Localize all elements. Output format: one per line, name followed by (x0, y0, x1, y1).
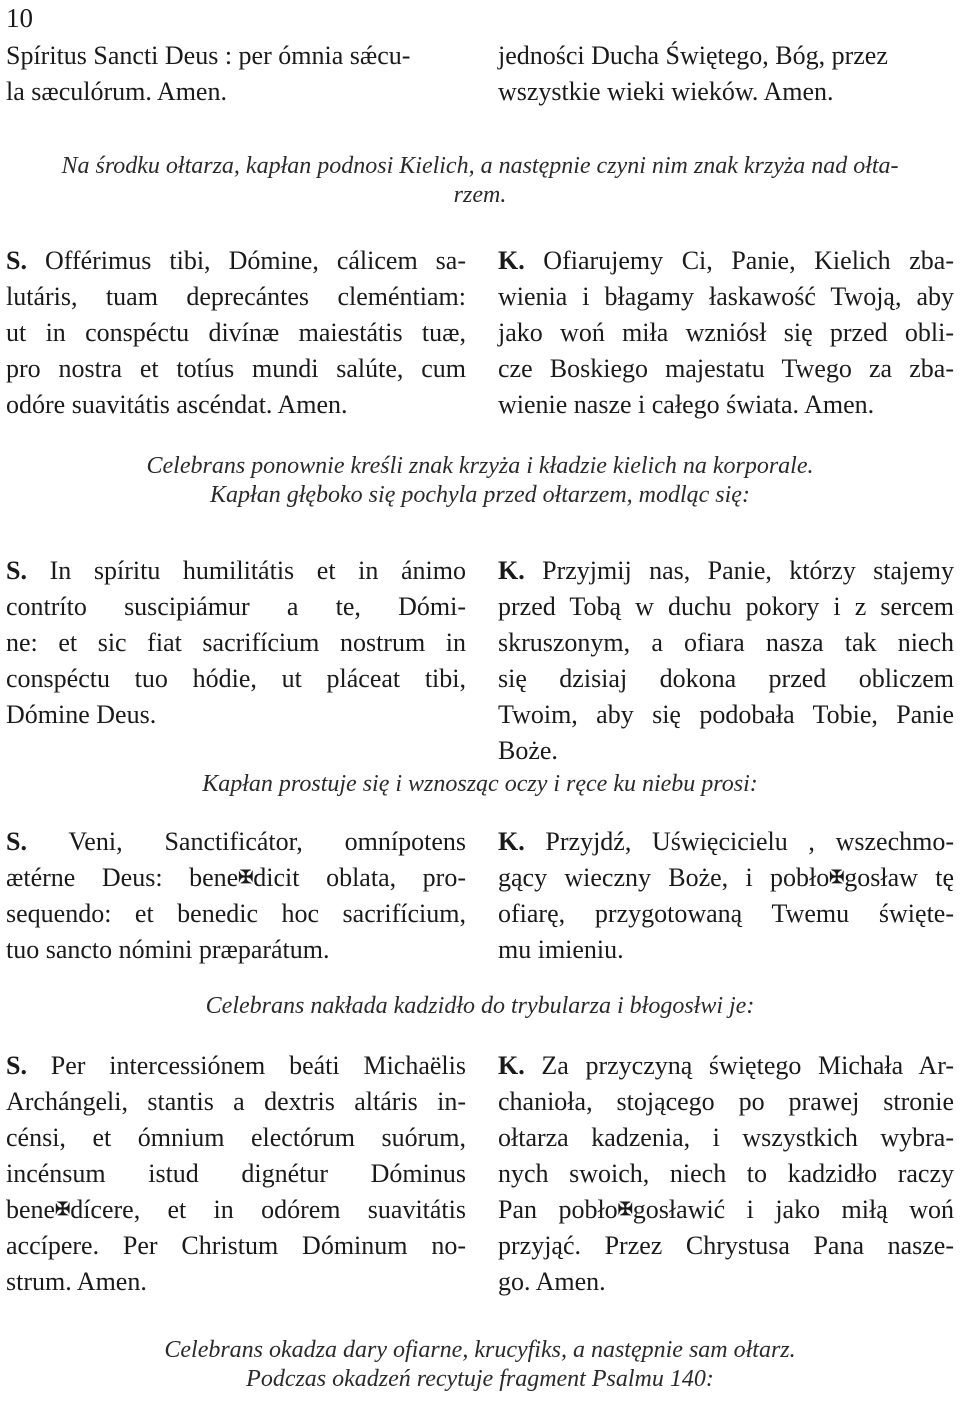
text-line: Dómine Deus. (6, 700, 157, 729)
rubric-raises-eyes (0, 770, 960, 799)
text-line (498, 1048, 954, 1084)
text-line: la sæculórum. Amen. (6, 77, 227, 106)
rubric-chalice (0, 152, 960, 210)
text-line: incénsum istud dignétur Dóminus (6, 1159, 466, 1188)
text-line: przyjąć. Przez Chrystusa Pana nasze- (498, 1231, 954, 1260)
text-line: ut in conspéctu divínæ maiestátis tuæ, (6, 318, 466, 347)
text-run: Pan pobło (498, 1195, 618, 1224)
text-run: dicit oblata, pro- (253, 863, 466, 892)
cross-icon: ✠ (238, 867, 254, 887)
text-line: wienia i błagamy łaskawość Twoją, aby (498, 282, 954, 311)
text-line: chanioła, stojącego po prawej stronie (498, 1087, 954, 1116)
text-line (6, 1192, 466, 1228)
polish-przyjmij (498, 553, 954, 769)
latin-doxology (6, 38, 466, 110)
cross-icon: ✠ (55, 1199, 71, 1219)
rubric-line: Celebrans ponownie kreśli znak krzyża i kładzie kielich na korporale. (146, 453, 814, 479)
text-line: skruszonym, a ofiara nasza tak niech (498, 628, 954, 657)
rubric-line: Celebrans okadza dary ofiarne, krucyfiks, a następnie sam ołtarz. (164, 1337, 796, 1363)
text-line (6, 860, 466, 896)
text-run: Per intercessiónem beáti Michaëlis (26, 1051, 466, 1080)
text-run: gosław tę (844, 863, 954, 892)
text-line: contríto suscipiámur a te, Dómi- (6, 592, 466, 621)
text-line: wienie nasze i całego świata. Amen. (498, 390, 875, 419)
text-run: gosławić i jako miłą woń (632, 1195, 954, 1224)
text-line: cze Boskiego majestatu Twego za zba- (498, 354, 954, 383)
rubric-line: Na środku ołtarza, kapłan podnosi Kielich, a następnie czyni nim znak krzyża nad ołta- (61, 153, 899, 179)
text-line: nych swoich, niech to kadzidło raczy (498, 1159, 954, 1188)
page-number: 10 (6, 3, 33, 33)
text-line: wszystkie wieki wieków. Amen. (498, 77, 834, 106)
cross-icon: ✠ (829, 867, 845, 887)
text-line: pro nostra et totíus mundi salúte, cum (6, 354, 466, 383)
latin-per-intercessionem (6, 1048, 466, 1300)
polish-ofiarujemy (498, 243, 954, 423)
latin-offerimus (6, 243, 466, 423)
text-line (498, 824, 954, 860)
text-run: dícere, et in odórem suavitátis (70, 1195, 466, 1224)
text-line: ne: et sic fiat sacrifícium nostrum in (6, 628, 466, 657)
speaker-mark: S. (6, 827, 27, 856)
text-line (6, 1048, 466, 1084)
rubric-line: Kapłan głęboko się pochyla przed ołtarzem, modląc się: (210, 482, 750, 508)
text-line: przed Tobą w duchu pokory i z sercem (498, 592, 954, 621)
text-line: ołtarza kadzenia, i wszystkich wybra- (498, 1123, 954, 1152)
text-line: strum. Amen. (6, 1267, 147, 1296)
text-run: Ofiarujemy Ci, Panie, Kielich zba- (524, 246, 954, 275)
latin-veni-sanctificator (6, 824, 466, 968)
polish-za-przyczyna (498, 1048, 954, 1300)
speaker-mark: S. (6, 1051, 27, 1080)
speaker-mark: K. (498, 246, 525, 275)
text-line: lutáris, tuam deprecántes cleméntiam: (6, 282, 466, 311)
speaker-mark: S. (6, 246, 27, 275)
latin-in-spiritu (6, 553, 466, 733)
text-line (498, 243, 954, 279)
text-line: go. Amen. (498, 1267, 606, 1296)
text-line: cénsi, et ómnium electórum suórum, (6, 1123, 466, 1152)
rubric-line: Celebrans nakłada kadzidło do trybularza i błogosłwi je: (205, 993, 755, 1019)
text-line (498, 553, 954, 589)
text-line (6, 243, 466, 279)
text-run: Przyjdź, Uświęcicielu , wszechmo- (524, 827, 954, 856)
text-line: odóre suavitátis ascéndat. Amen. (6, 390, 348, 419)
text-run: bene (6, 1195, 56, 1224)
text-run: ætérne Deus: bene (6, 863, 239, 892)
speaker-mark: K. (498, 556, 525, 585)
text-line: Twoim, aby się podobała Tobie, Panie (498, 700, 954, 729)
text-run: Za przyczyną świętego Michała Ar- (524, 1051, 954, 1080)
text-line: jako woń miła wzniósł się przed obli- (498, 318, 954, 347)
text-line: Archángeli, stantis a dextris altáris in- (6, 1087, 466, 1116)
text-line (6, 553, 466, 589)
text-run: Przyjmij nas, Panie, którzy stajemy (524, 556, 954, 585)
text-line: sequendo: et benedic hoc sacrifícium, (6, 899, 466, 928)
speaker-mark: S. (6, 556, 27, 585)
text-line: conspéctu tuo hódie, ut pláceat tibi, (6, 664, 466, 693)
text-line: jedności Ducha Świętego, Bóg, przez (498, 41, 888, 70)
text-line (6, 824, 466, 860)
rubric-incense (0, 992, 960, 1021)
rubric-incensation (0, 1336, 960, 1394)
text-line: accípere. Per Christum Dóminum no- (6, 1231, 466, 1260)
text-line: mu imieniu. (498, 935, 624, 964)
cross-icon: ✠ (617, 1199, 633, 1219)
text-line (498, 860, 954, 896)
rubric-line: Podczas okadzeń recytuje fragment Psalmu 140: (246, 1366, 714, 1392)
text-line: ofiarę, przygotowaną Twemu święte- (498, 899, 954, 928)
rubric-line: rzem. (453, 182, 507, 208)
polish-doxology (498, 38, 954, 110)
rubric-corporal (0, 452, 960, 510)
text-line: tuo sancto nómini præparátum. (6, 935, 330, 964)
text-run: Offérimus tibi, Dómine, cálicem sa- (26, 246, 466, 275)
text-line: Boże. (498, 736, 558, 765)
polish-przyjdz (498, 824, 954, 968)
text-run: gący wieczny Boże, i pobło (498, 863, 830, 892)
text-line: Spíritus Sancti Deus : per ómnia sǽcu- (6, 41, 411, 70)
text-run: In spíritu humilitátis et in ánimo (26, 556, 466, 585)
text-run: Veni, Sanctificátor, omnípotens (26, 827, 466, 856)
speaker-mark: K. (498, 1051, 525, 1080)
rubric-line: Kapłan prostuje się i wznosząc oczy i ręce ku niebu prosi: (202, 771, 758, 797)
speaker-mark: K. (498, 827, 525, 856)
text-line (498, 1192, 954, 1228)
text-line: się dzisiaj dokona przed obliczem (498, 664, 954, 693)
